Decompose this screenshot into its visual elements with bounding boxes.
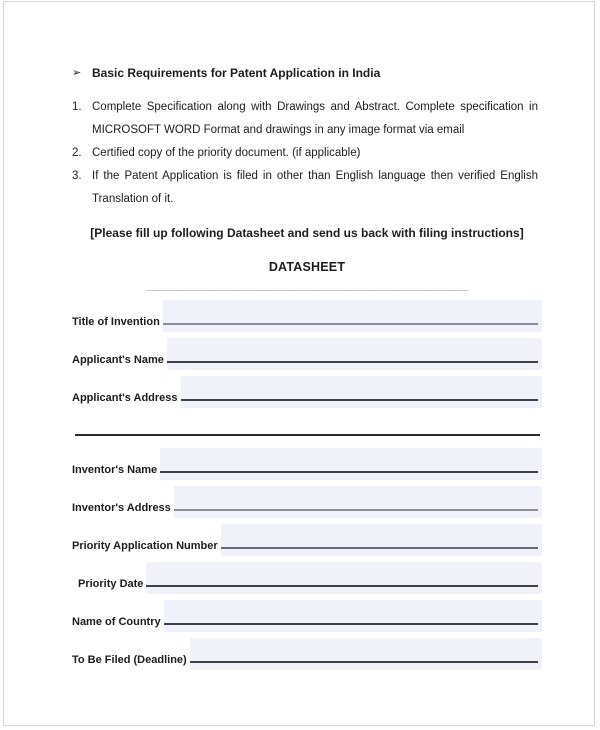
field-value[interactable] — [164, 454, 534, 471]
form-field-row-applicants-name — [72, 338, 542, 370]
applicants-address-input[interactable] — [181, 376, 542, 408]
priority-date-input[interactable] — [146, 562, 542, 594]
form-field-row-inventors-address — [72, 486, 542, 518]
form-field-row-to-be-filed-deadline — [72, 638, 542, 670]
list-item-number: 2. — [72, 147, 82, 159]
field-value[interactable] — [194, 644, 534, 661]
requirements-list — [72, 96, 542, 211]
datasheet-form — [72, 300, 542, 670]
field-label: Applicant's Address — [72, 392, 178, 404]
field-value[interactable] — [167, 306, 534, 323]
arrow-bullet-icon: ➢ — [72, 67, 82, 79]
field-value[interactable] — [225, 530, 534, 547]
applicants-name-input[interactable] — [167, 338, 542, 370]
list-item — [72, 165, 542, 211]
section-heading — [72, 62, 542, 85]
datasheet-title: DATASHEET — [268, 260, 346, 274]
inventors-name-input[interactable] — [160, 448, 542, 480]
form-field-row-inventors-name — [72, 448, 542, 480]
field-value[interactable] — [178, 492, 534, 509]
section-heading-text: Basic Requirements for Patent Application in India — [92, 66, 381, 80]
field-value[interactable] — [168, 606, 534, 623]
name-of-country-input[interactable] — [164, 600, 542, 632]
page-content — [72, 62, 542, 676]
list-item-text: If the Patent Application is filed in other than English language then verified English Translation of it. — [92, 170, 538, 205]
list-item-number: 1. — [72, 101, 82, 113]
field-label: Priority Date — [78, 578, 144, 590]
form-field-row-applicants-address — [72, 376, 542, 408]
list-item-text: Complete Specification along with Drawings and Abstract. Complete specification in MICROSOFT WORD Format and drawings in any image format via email — [92, 101, 538, 136]
field-value[interactable] — [185, 382, 534, 399]
field-label: Applicant's Name — [72, 354, 164, 366]
list-item — [72, 96, 542, 142]
form-field-row-priority-application-number — [72, 524, 542, 556]
field-value[interactable] — [150, 568, 534, 585]
field-value[interactable] — [171, 344, 534, 361]
section-divider — [75, 434, 540, 436]
fill-instruction-text: [Please fill up following Datasheet and send us back with filing instructions] — [90, 226, 524, 240]
list-item — [72, 142, 542, 165]
field-label: Inventor's Address — [72, 502, 171, 514]
datasheet-title-underline: ____________________________________________________ — [146, 279, 468, 291]
to-be-filed-deadline-input[interactable] — [190, 638, 542, 670]
field-label: Name of Country — [72, 616, 161, 628]
inventors-address-input[interactable] — [174, 486, 542, 518]
field-label: Title of Invention — [72, 316, 160, 328]
form-field-row-priority-date — [72, 562, 542, 594]
list-item-number: 3. — [72, 170, 82, 182]
list-item-text: Certified copy of the priority document. (if applicable) — [92, 147, 361, 159]
title-of-invention-input[interactable] — [163, 300, 542, 332]
priority-application-number-input[interactable] — [221, 524, 542, 556]
form-field-row-name-of-country — [72, 600, 542, 632]
form-field-row-title-of-invention — [72, 300, 542, 332]
field-label: Inventor's Name — [72, 464, 158, 476]
field-label: Priority Application Number — [72, 540, 218, 552]
field-label: To Be Filed (Deadline) — [72, 654, 187, 666]
